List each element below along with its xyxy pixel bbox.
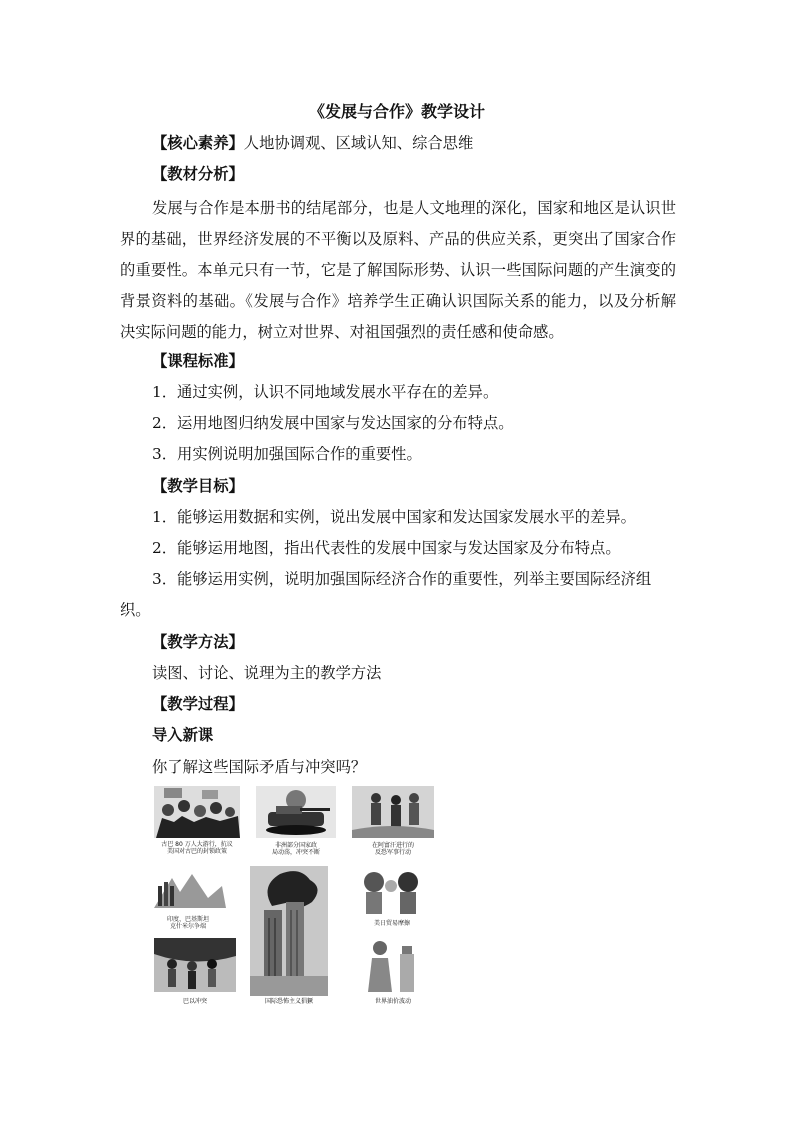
goals-heading: 【教学目标】 <box>152 477 244 495</box>
methods-text: 读图、讨论、说理为主的教学方法 <box>152 664 382 682</box>
standard-item-1: 1．通过实例，认识不同地域发展水平存在的差异。 <box>152 383 499 401</box>
caption-kashmir: 印度、巴基斯坦 克什米尔争端 <box>166 916 209 930</box>
caption-cuba: 古巴 80 万人大游行，抗议 美国对古巴的封锁政策 <box>161 841 233 855</box>
goal-item-1: 1．能够运用数据和实例，说出发展中国家和发达国家发展水平的差异。 <box>152 508 636 526</box>
core-literacy-heading: 【核心素养】 <box>152 134 244 152</box>
core-literacy-line <box>152 132 712 154</box>
caption-terror: 国际恐怖主义猖獗 <box>264 998 313 1005</box>
intro-question: 你了解这些国际矛盾与冲突吗？ <box>152 758 367 776</box>
process-heading: 【教学过程】 <box>152 695 244 713</box>
goal-item-2: 2．能够运用地图，指出代表性的发展中国家与发达国家及分布特点。 <box>152 539 621 557</box>
oil-price-illustration <box>360 936 424 994</box>
caption-trade: 美日贸易摩擦 <box>373 920 410 927</box>
terror-towers-illustration <box>250 866 328 996</box>
standard-item-3: 3．用实例说明加强国际合作的重要性。 <box>152 445 422 463</box>
analysis-heading: 【教材分析】 <box>152 165 244 183</box>
africa-tank-illustration <box>256 786 336 838</box>
trade-friction-illustration <box>354 866 430 916</box>
standard-item-2: 2．运用地图归纳发展中国家与发达国家的分布特点。 <box>152 414 514 432</box>
caption-oil: 世界油价波动 <box>374 998 411 1005</box>
caption-afghan: 在阿富汗进行的 反恐军事行动 <box>371 842 414 856</box>
kashmir-missiles-illustration <box>150 868 226 912</box>
intro-heading: 导入新课 <box>152 726 214 744</box>
analysis-paragraph: 发展与合作是本册书的结尾部分，也是人文地理的深化，国家和地区是认识世界的基础，世界经济发展的不平衡以及原料、产品的供应关系，更突出了国家合作的重要性。本单元只有一节，它是了解国际形势、认识一些国际问题的产生演变的背景资料的基础。《发展与合作》培养学生正确认识国际关系的能力，以及分析解决实际问题的能力，树立对世界、对祖国强烈的责任感和使命感。 <box>120 199 676 342</box>
caption-palestine: 巴以冲突 <box>182 998 207 1005</box>
goal-item-3: 3．能够运用实例，说明加强国际经济合作的重要性，列举主要国际经济组 <box>152 570 652 588</box>
methods-heading: 【教学方法】 <box>152 633 244 651</box>
conflict-collage <box>150 786 436 1010</box>
doc-title: 《发展与合作》教学设计 <box>308 102 485 121</box>
cuba-protest-illustration <box>154 786 240 838</box>
palestine-conflict-illustration <box>154 938 236 992</box>
afghan-soldiers-illustration <box>352 786 434 838</box>
goal-item-3-cont: 织。 <box>120 601 151 619</box>
standards-heading: 【课程标准】 <box>152 352 244 370</box>
caption-africa: 非洲部分国家政 局动荡，冲突不断 <box>271 842 320 856</box>
core-literacy-text: 人地协调观、区域认知、综合思维 <box>243 134 474 152</box>
